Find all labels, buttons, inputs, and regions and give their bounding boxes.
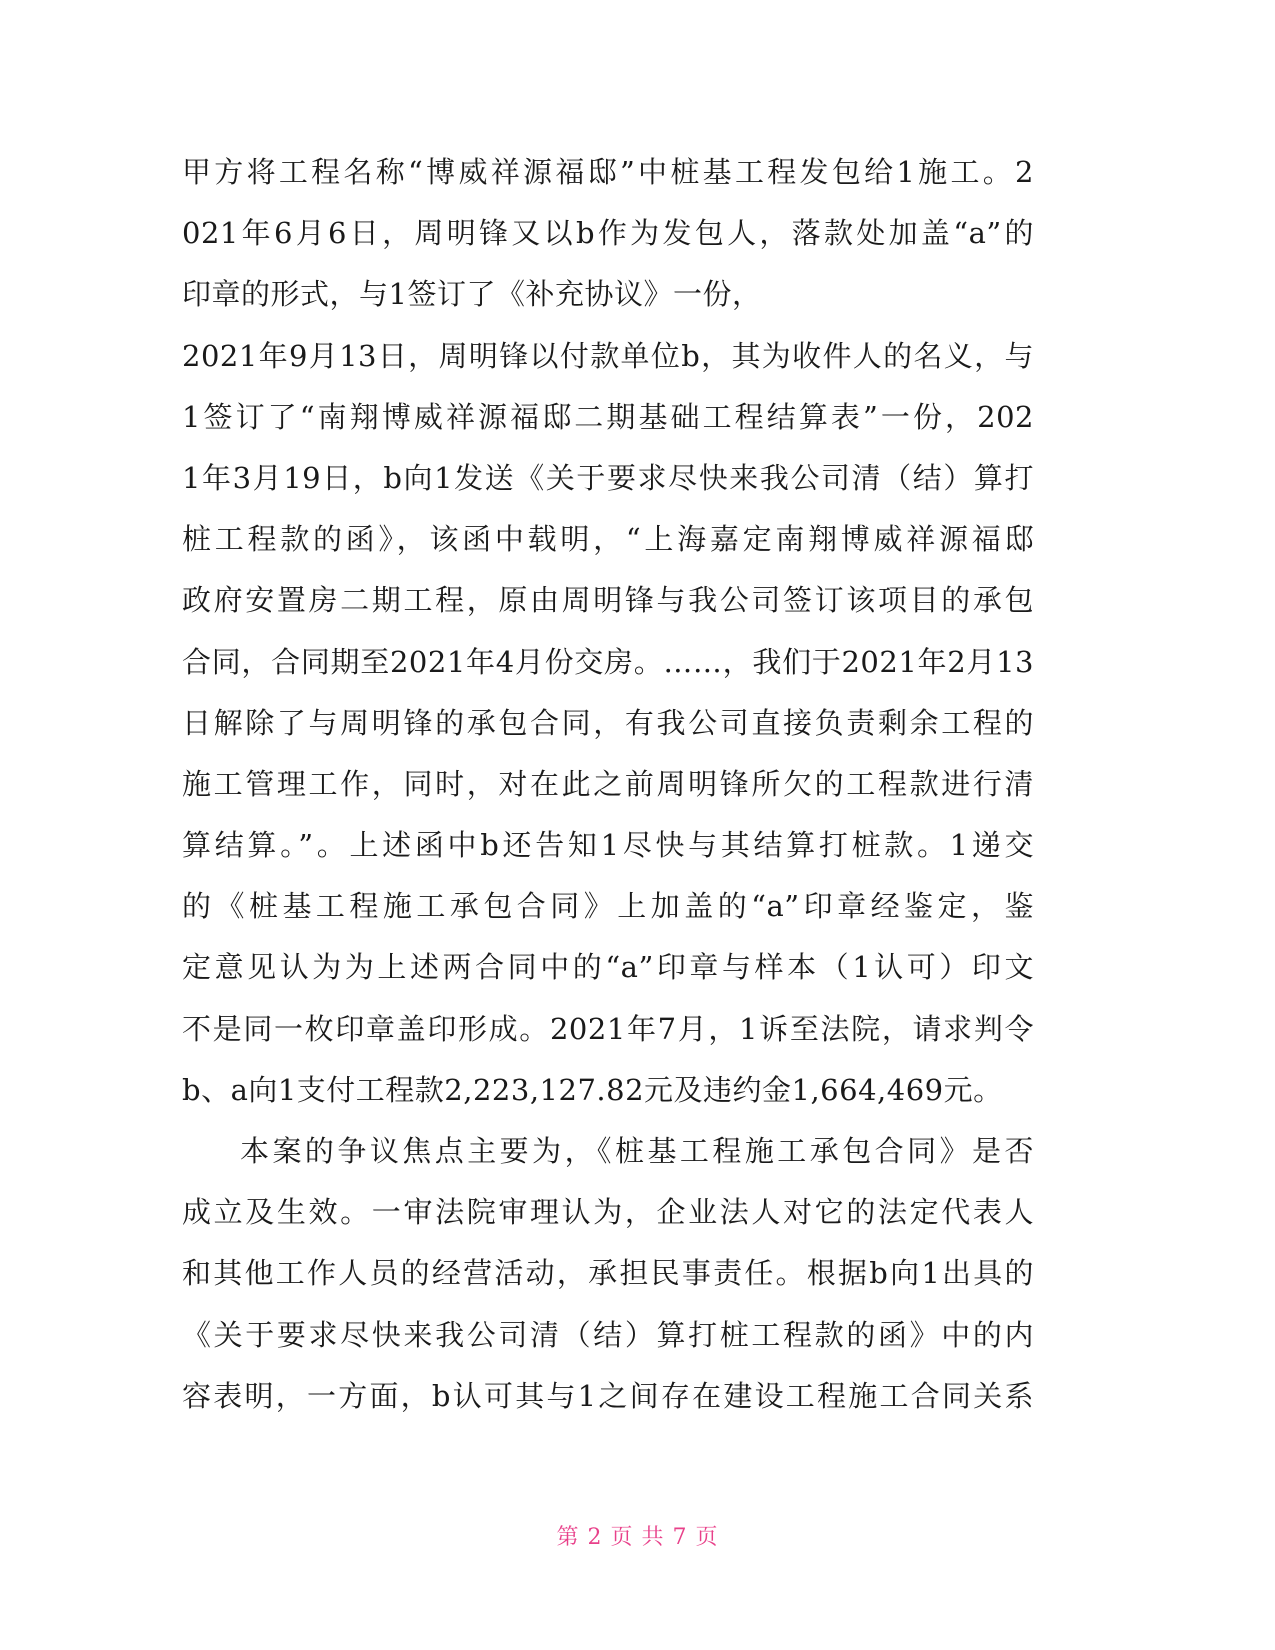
- text-line: 桩工程款的函》，该函中载明，“上海嘉定南翔博威祥源福邸: [182, 522, 1034, 557]
- paragraph-1: [182, 142, 1034, 326]
- text-line: 成立及生效。一审法院审理认为，企业法人对它的法定代表人: [182, 1195, 1034, 1230]
- text-line: 政府安置房二期工程，原由周明锋与我公司签订该项目的承包: [182, 583, 1034, 618]
- text-line: 定意见认为为上述两合同中的“a”印章与样本（1认可）印文: [182, 950, 1034, 985]
- document-body: [182, 142, 1034, 1427]
- page-number-footer: 第 2 页 共 7 页: [556, 1525, 719, 1550]
- text-line: 施工管理工作，同时，对在此之前周明锋所欠的工程款进行清: [182, 766, 1034, 801]
- text-line: 和其他工作人员的经营活动，承担民事责任。根据b向1出具的: [182, 1256, 1034, 1291]
- text-line: 合同，合同期至2021年4月份交房。……，我们于2021年2月13: [182, 644, 1034, 679]
- text-line: 容表明，一方面，b认可其与1之间存在建设工程施工合同关系: [182, 1378, 1034, 1413]
- text-line: 不是同一枚印章盖印形成。2021年7月，1诉至法院，请求判令: [182, 1011, 1034, 1046]
- text-line: 的《桩基工程施工承包合同》上加盖的“a”印章经鉴定，鉴: [182, 889, 1034, 924]
- text-line: 本案的争议焦点主要为，《桩基工程施工承包合同》是否: [240, 1134, 1034, 1168]
- text-line: 算结算。”。上述函中b还告知1尽快与其结算打桩款。1递交: [182, 828, 1034, 863]
- text-line: 《关于要求尽快来我公司清（结）算打桩工程款的函》中的内: [182, 1317, 1034, 1352]
- text-line: b、a向1支付工程款2,223,127.82元及违约金1,664,469元。: [182, 1072, 1003, 1107]
- text-line: 日解除了与周明锋的承包合同，有我公司直接负责剩余工程的: [182, 705, 1034, 740]
- text-line: 1签订了“南翔博威祥源福邸二期基础工程结算表”一份，202: [182, 399, 1034, 434]
- text-line: 印章的形式，与1签订了《补充协议》一份，: [182, 277, 762, 312]
- paragraph-3: [182, 1121, 1034, 1427]
- text-line: 021年6月6日，周明锋又以b作为发包人，落款处加盖“a”的: [182, 216, 1034, 251]
- text-line: 甲方将工程名称“博威祥源福邸”中桩基工程发包给1施工。2: [182, 155, 1034, 189]
- paragraph-2: [182, 326, 1034, 1121]
- text-line: 1年3月19日，b向1发送《关于要求尽快来我公司清（结）算打: [182, 460, 1034, 495]
- text-line: 2021年9月13日，周明锋以付款单位b，其为收件人的名义，与: [182, 338, 1034, 373]
